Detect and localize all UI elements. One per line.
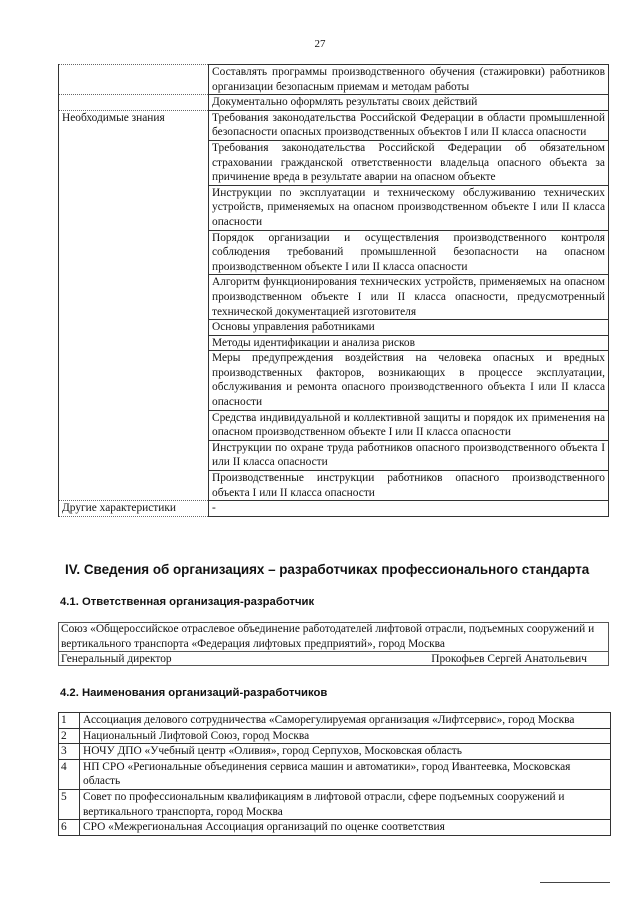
table-row	[59, 95, 609, 111]
table-row	[59, 789, 611, 819]
responsible-org-table	[58, 622, 609, 667]
skill-item: Документально оформлять результаты своих действий	[209, 95, 609, 111]
developer-name: НП СРО «Региональные объединения сервиса машин и автоматики», город Ивантеевка, Московская область	[80, 759, 611, 789]
knowledge-item: Инструкции по охране труда работников опасного производственного объекта I или II класса опасности	[209, 440, 609, 470]
knowledge-item: Методы идентификации и анализа рисков	[209, 335, 609, 351]
table-row	[59, 65, 609, 95]
table-row	[59, 728, 611, 744]
other-value: -	[209, 501, 609, 517]
table-row	[59, 744, 611, 760]
director-name: Прокофьев Сергей Анатольевич	[431, 653, 587, 666]
knowledge-item: Меры предупреждения воздействия на человека опасных и вредных производственных факторов, возникающих в процессе эксплуатации, обслуживания и ремонта опасного производственного объекта I или II класса опасности	[209, 351, 609, 410]
knowledge-item: Средства индивидуальной и коллективной защиты и порядок их применения на опасном производственном объекте I или II класса опасности	[209, 410, 609, 440]
developer-name: СРО «Межрегиональная Ассоциация организаций по оценке соответствия	[80, 820, 611, 836]
knowledge-item: Инструкции по эксплуатации и техническому обслуживанию технических устройств, применяемых на опасном производственном объекте I или II класса опасности	[209, 185, 609, 230]
page-number: 27	[314, 38, 326, 50]
knowledge-item: Производственные инструкции работников опасного производственного объекта I или II класса опасности	[209, 471, 609, 501]
developer-name: Национальный Лифтовой Союз, город Москва	[80, 728, 611, 744]
developer-name: Совет по профессиональным квалификациям в лифтовой отрасли, сфере подъемных сооружений и вертикального транспорта, город Москва	[80, 789, 611, 819]
row-number: 2	[59, 728, 80, 744]
responsible-org-name: Союз «Общероссийское отраслевое объединение работодателей лифтовой отрасли, подъемных сооружений и вертикального транспорта «Федерация лифтовых предприятий», город Москва	[58, 622, 609, 652]
skill-item: Составлять программы производственного обучения (стажировки) работников организации безопасным приемам и методам работы	[209, 65, 609, 95]
knowledge-label: Необходимые знания	[59, 110, 209, 500]
section-title: IV. Сведения об организациях – разработчиках профессионального стандарта	[65, 562, 590, 577]
developers-heading: 4.2. Наименования организаций-разработчиков	[60, 687, 328, 699]
developers-table	[58, 712, 611, 836]
knowledge-item: Основы управления работниками	[209, 320, 609, 336]
developer-name: Ассоциация делового сотрудничества «Саморегулируемая организация «Лифтсервис», город Москва	[80, 713, 611, 729]
developer-name: НОЧУ ДПО «Учебный центр «Оливия», город Серпухов, Московская область	[80, 744, 611, 760]
table-row	[59, 501, 609, 517]
table-row	[58, 652, 609, 667]
footer-divider	[540, 882, 610, 883]
knowledge-item: Алгоритм функционирования технических устройств, применяемых на опасном производственном объекте I или II класса опасности, предусмотренный технической документацией изготовителя	[209, 275, 609, 320]
table-row	[59, 820, 611, 836]
empty-label-cell	[59, 95, 209, 111]
responsible-heading: 4.1. Ответственная организация-разработчик	[60, 596, 315, 608]
knowledge-item: Требования законодательства Российской Федерации об обязательном страховании гражданской ответственности владельца опасного объекта за причинение вреда в результате аварии на опасном объекте	[209, 140, 609, 185]
row-number: 5	[59, 789, 80, 819]
director-position: Генеральный директор	[61, 653, 172, 666]
row-number: 4	[59, 759, 80, 789]
row-number: 1	[59, 713, 80, 729]
table-row	[59, 759, 611, 789]
empty-label-cell	[59, 65, 209, 95]
knowledge-item: Требования законодательства Российской Федерации в области промышленной безопасности опасных производственных объектов I или II класса опасности	[209, 110, 609, 140]
knowledge-item: Порядок организации и осуществления производственного контроля соблюдения требований промышленной безопасности на опасном производственном объекте I или II класса опасности	[209, 230, 609, 275]
other-label: Другие характеристики	[59, 501, 209, 517]
table-row	[58, 622, 609, 652]
row-number: 6	[59, 820, 80, 836]
knowledge-skills-table	[58, 64, 609, 517]
row-number: 3	[59, 744, 80, 760]
table-row	[59, 110, 609, 140]
table-row	[59, 713, 611, 729]
